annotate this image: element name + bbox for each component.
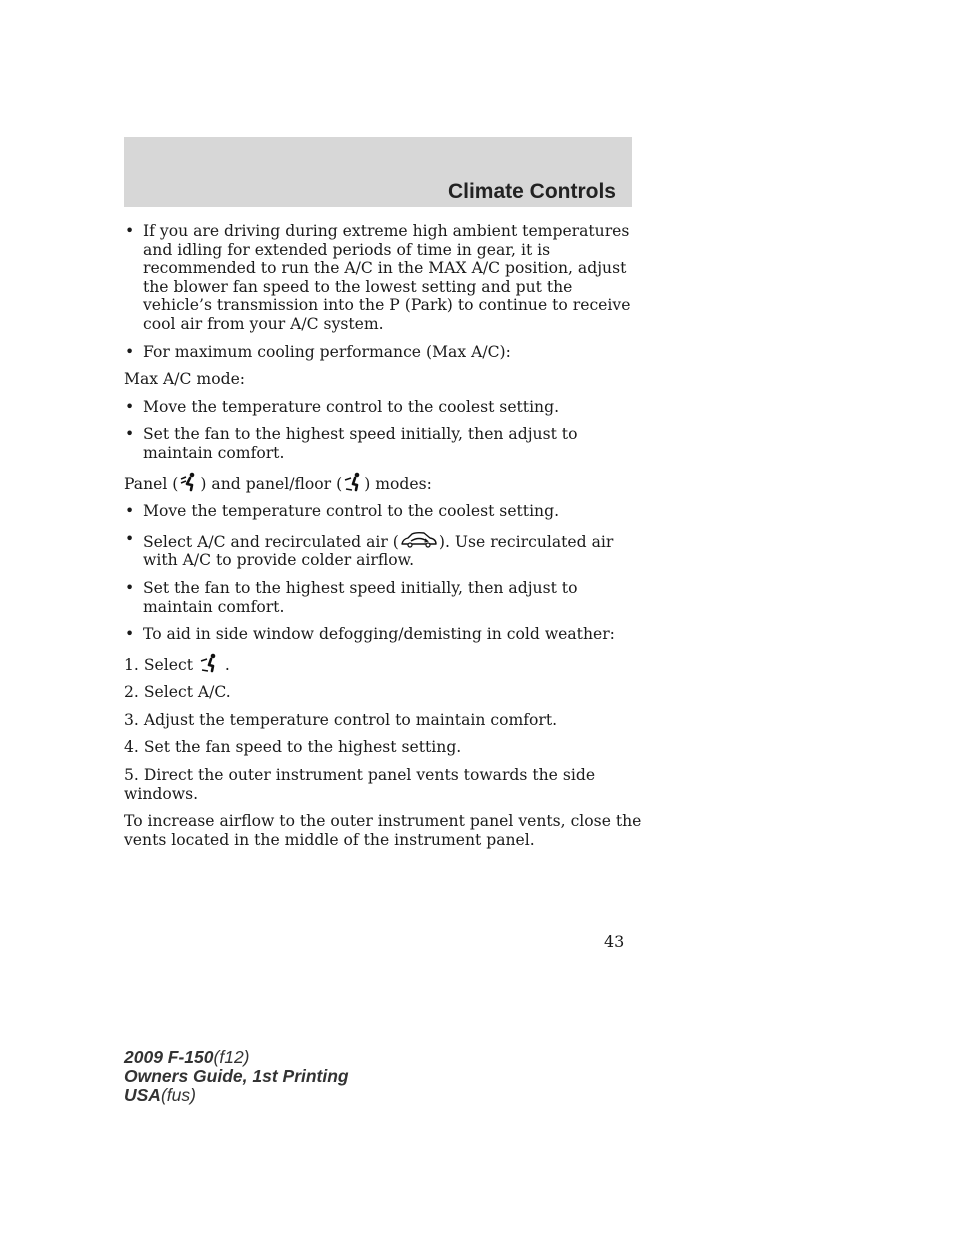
bullet-text: Set the fan to the highest speed initially, then adjust to maintain comfort.	[143, 578, 578, 616]
bullet-marker: •	[125, 425, 135, 444]
numbered-step: 3. Adjust the temperature control to maintain comfort.	[124, 710, 558, 729]
bullet-marker: •	[125, 502, 135, 521]
heading-text: ) and panel/floor (	[200, 474, 343, 493]
footer-line	[124, 1086, 349, 1105]
list-item	[124, 579, 644, 616]
panel-mode-icon	[178, 472, 200, 492]
bullet-text: For maximum cooling performance (Max A/C):	[143, 342, 511, 361]
footer-guide: Owners Guide, 1st Printing	[124, 1066, 349, 1086]
bullet-text: Select A/C and recirculated air (	[143, 532, 399, 551]
closing-paragraph: To increase airflow to the outer instrument panel vents, close the vents located in the middle of the instrument panel.	[124, 812, 642, 849]
numbered-step	[124, 653, 644, 675]
footer-region: USA	[124, 1085, 161, 1105]
section-header	[124, 137, 632, 207]
numbered-step: 5. Direct the outer instrument panel vents towards the side windows.	[124, 766, 596, 803]
section-title: Climate Controls	[447, 180, 616, 203]
step-text: 1. Select	[124, 655, 193, 674]
bullet-text: To aid in side window defogging/demisting in cold weather:	[143, 625, 615, 644]
document-footer	[124, 1048, 349, 1105]
bullet-marker: •	[125, 529, 135, 548]
panel-floor-mode-icon	[198, 653, 220, 673]
bullet-text: If you are driving during extreme high ambient temperatures and idling for extended periods of time in gear, it is recommended to run the A/C in the MAX A/C position, adjust the blower fan speed to the lowest setting and put the vehicle’s transmission into the P (Park) to continue to receive cool air from your A/C system.	[143, 222, 631, 333]
panel-modes-heading	[124, 472, 644, 494]
bullet-text: Move the temperature control to the coolest setting.	[143, 502, 560, 521]
bullet-marker: •	[125, 222, 135, 240]
list-item	[124, 625, 644, 644]
footer-line	[124, 1067, 349, 1086]
numbered-step: 4. Set the fan speed to the highest setting.	[124, 738, 462, 757]
numbered-step: 2. Select A/C.	[124, 683, 231, 702]
list-item	[124, 425, 644, 462]
page-body	[124, 222, 644, 858]
bullet-text: Set the fan to the highest speed initially, then adjust to maintain comfort.	[143, 425, 578, 462]
max-ac-heading: Max A/C mode:	[124, 370, 246, 389]
footer-model: 2009 F-150	[124, 1047, 214, 1067]
heading-text: Panel (	[124, 474, 179, 493]
step-text: .	[224, 655, 230, 674]
bullet-marker: •	[125, 625, 135, 644]
footer-line	[124, 1048, 349, 1067]
bullet-marker: •	[125, 397, 135, 416]
footer-model-code: (f12)	[213, 1047, 250, 1067]
list-item	[124, 502, 644, 521]
bullet-marker: •	[125, 342, 135, 361]
bullet-marker: •	[125, 578, 135, 597]
footer-region-code: (fus)	[160, 1085, 196, 1105]
bullet-text: ). Use recirculated air with A/C to provide colder airflow.	[143, 532, 614, 570]
page-number: 43	[604, 932, 625, 951]
list-item	[124, 530, 644, 570]
list-item	[124, 222, 644, 334]
panel-floor-mode-icon	[342, 472, 364, 492]
heading-text: ) modes:	[364, 474, 432, 493]
list-item	[124, 398, 644, 417]
bullet-text: Move the temperature control to the coolest setting.	[143, 397, 560, 416]
recirculated-air-icon	[399, 530, 439, 550]
list-item	[124, 343, 644, 362]
